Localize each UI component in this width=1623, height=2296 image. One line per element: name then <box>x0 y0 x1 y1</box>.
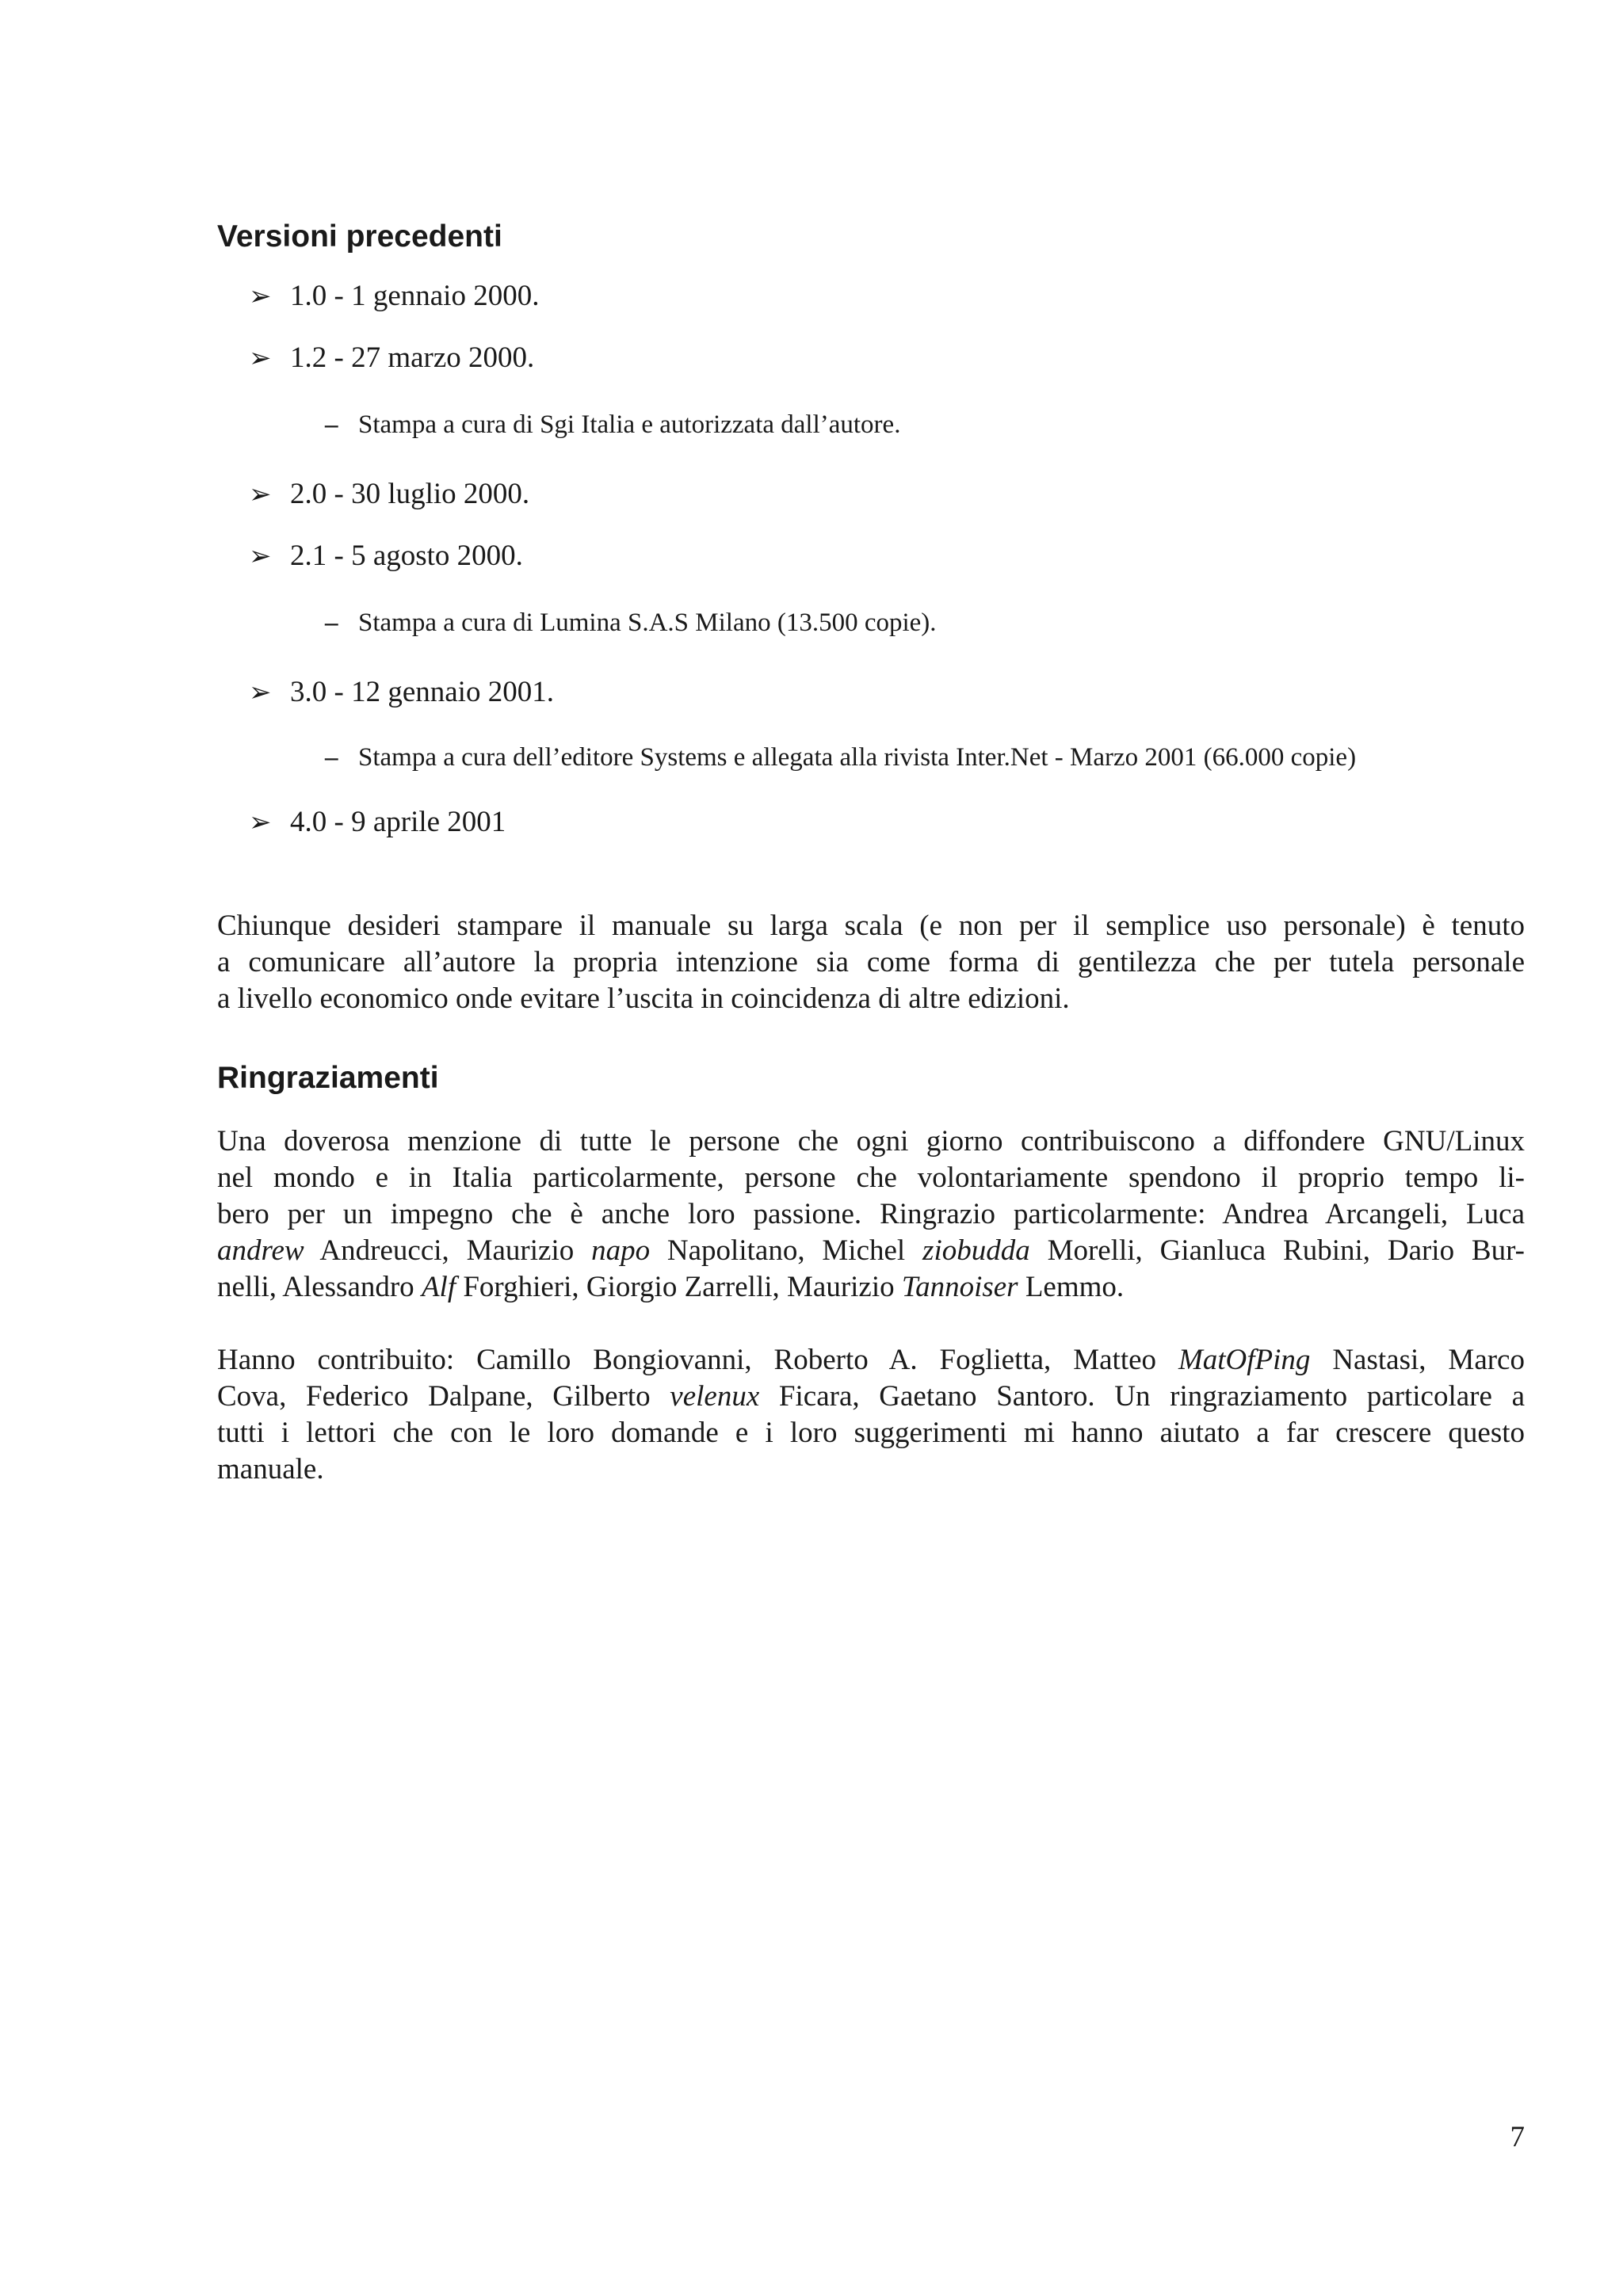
version-item: ➢ 2.1 - 5 agosto 2000. <box>249 540 523 572</box>
version-item: ➢ 3.0 - 12 gennaio 2001. <box>249 676 554 708</box>
arrow-bullet-icon: ➢ <box>249 807 272 838</box>
version-item: ➢ 1.0 - 1 gennaio 2000. <box>249 280 540 312</box>
thanks-paragraph: Una doverosa menzione di tutte le persone che ogni giorno contribuiscono a diffondere GNU/Linux nel mondo e in Italia particolarmente, persone che volontariamente spendono il proprio tempo li- bero per un impegno che è anche loro passione. Ringrazio particolarmente: Andrea Arcangeli, Luca andrew Andreucci, Maurizio napo Napolitano, Michel ziobudda Morelli, Gianluca Rubini, Dario Bur- nelli, Alessandro Alf Forghieri, Giorgio Zarrelli, Maurizio Tannoiser Lemmo. <box>217 1125 1526 1303</box>
thanks-heading: Ringraziamenti <box>217 1061 439 1095</box>
version-note: – Stampa a cura di Sgi Italia e autorizzata dall’autore. <box>325 410 901 439</box>
dash-bullet-icon: – <box>325 743 338 772</box>
arrow-bullet-icon: ➢ <box>249 540 272 572</box>
arrow-bullet-icon: ➢ <box>249 677 272 708</box>
dash-bullet-icon: – <box>325 608 338 637</box>
version-note: – Stampa a cura di Lumina S.A.S Milano (13.500 copie). <box>325 608 937 637</box>
arrow-bullet-icon: ➢ <box>249 280 272 312</box>
dash-bullet-icon: – <box>325 410 338 439</box>
version-note: – Stampa a cura dell’editore Systems e allegata alla rivista Inter.Net - Marzo 2001 (66.000 copie) <box>325 743 1357 772</box>
arrow-bullet-icon: ➢ <box>249 342 272 374</box>
versions-heading: Versioni precedenti <box>217 219 502 254</box>
page-number: 7 <box>1510 2121 1525 2153</box>
notice-paragraph: Chiunque desideri stampare il manuale su larga scala (e non per il semplice uso personale) è tenuto a comunicare all’autore la propria intenzione sia come forma di gentilezza che per tutela personale a livello economico onde evitare l’uscita in coincidenza di altre edizioni. <box>217 910 1525 1015</box>
version-item: ➢ 1.2 - 27 marzo 2000. <box>249 341 535 374</box>
arrow-bullet-icon: ➢ <box>249 479 272 510</box>
contributors-paragraph: Hanno contribuito: Camillo Bongiovanni, Roberto A. Foglietta, Matteo MatOfPing Nastasi, Marco Cova, Federico Dalpane, Gilberto velenux Ficara, Gaetano Santoro. Un ringraziamento particolare a tutti i lettori che con le loro domande e i loro suggerimenti mi hanno aiutato a far crescere questo manuale. <box>217 1344 1525 1486</box>
version-item: ➢ 2.0 - 30 luglio 2000. <box>249 478 530 510</box>
version-item: ➢ 4.0 - 9 aprile 2001 <box>249 806 506 838</box>
